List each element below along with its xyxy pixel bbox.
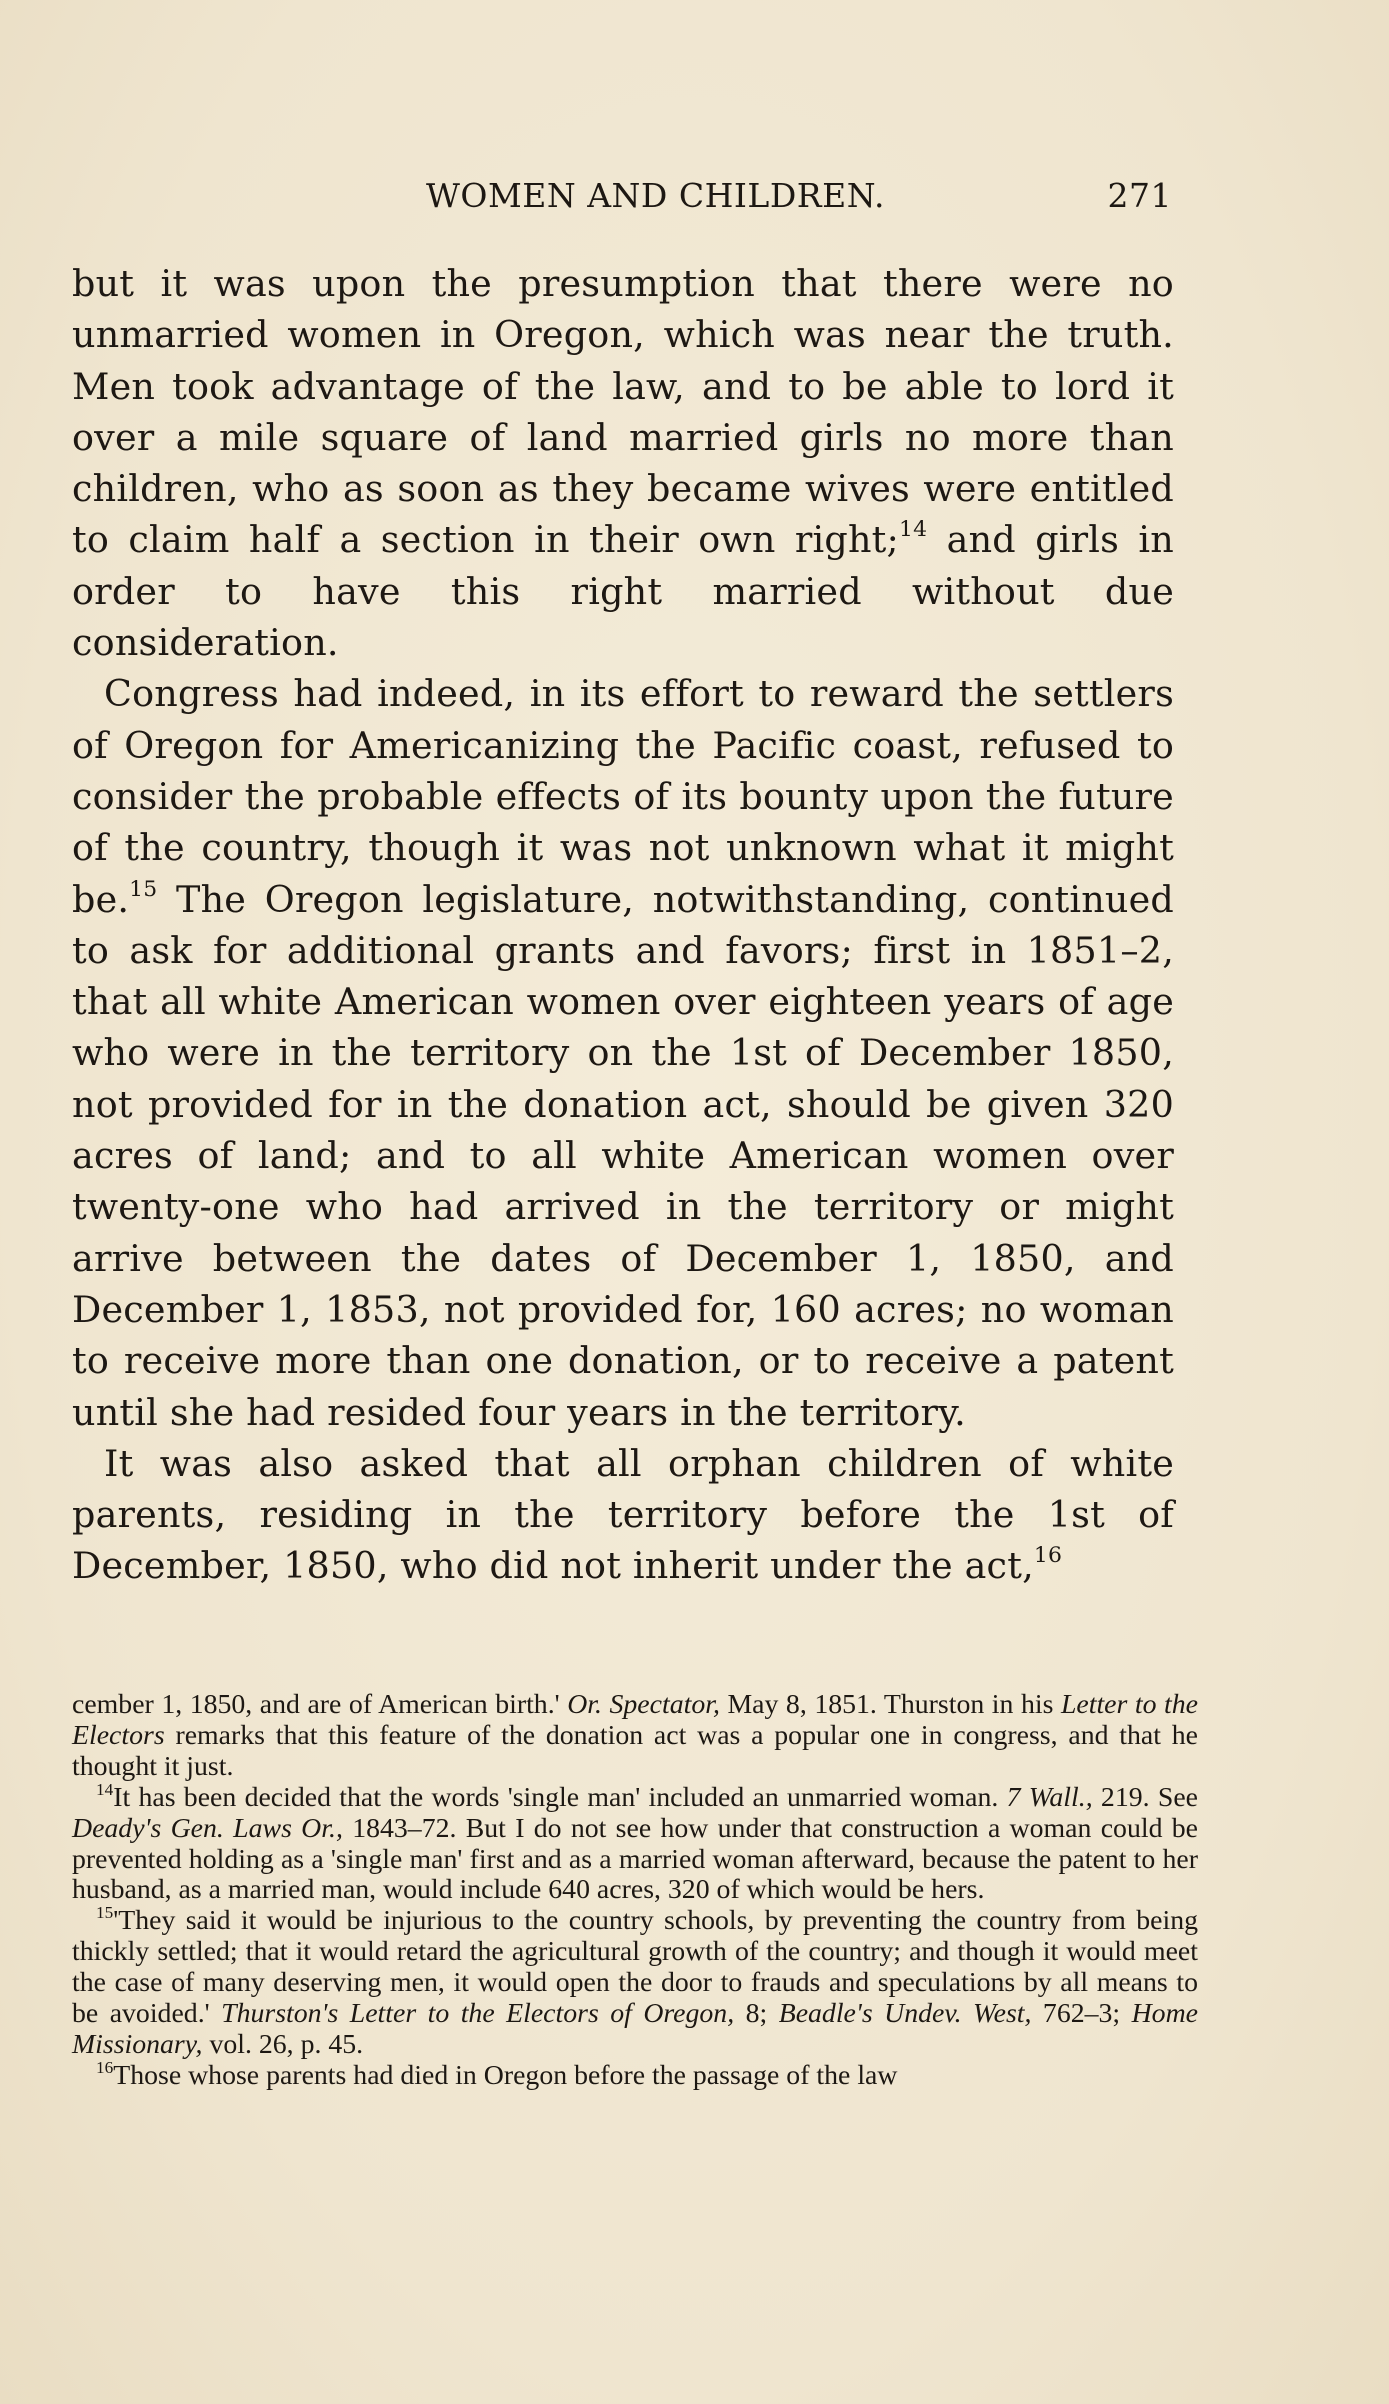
footnote-continued-text-a: cember 1, 1850, and are of American birth.' — [72, 1689, 568, 1720]
footnote-14-text-b: 219. See — [1092, 1781, 1198, 1813]
running-head — [72, 176, 1172, 226]
footnote-continued-text-b: May 8, 1851. Thurston in his — [719, 1689, 1061, 1720]
source-wallace: 7 Wall., — [1006, 1781, 1093, 1813]
paragraph-1-text-a: but it was upon the presumption that there were no unmarried women in Oregon, which was near the truth. Men took advantage of the law, and to be able to lord it over a mile square of land married girls no more than children, who as soon as they became wives were entitled to claim half a section in their own right; — [72, 262, 1174, 562]
source-thurston-letter: Thurston's Letter to the Electors of Oregon, — [221, 1998, 735, 2030]
paragraph-3-text-a: It was also asked that all orphan children of white parents, residing in the territory before the 1st of December, 1850, who did not inherit under the act, — [72, 1441, 1174, 1588]
footnote-ref-14: 14 — [899, 517, 928, 543]
footnote-15-text-c: 762–3; — [1031, 1998, 1132, 2030]
footnote-14-text-c: 1843–72. But I do not see how under that construction a woman could be prevented holding as a 'single man' first and as a married woman afterward, because the patent to her husband, as a married man, would include 640 acres, 320 of which would be hers. — [72, 1812, 1199, 1906]
footnote-14 — [72, 1779, 1199, 1907]
footnote-16-text: Those whose parents had died in Oregon before the passage of the law — [113, 2059, 898, 2091]
paragraph-2-text-b: The Oregon legislature, notwithstanding, continued to ask for additional grants and favors; first in 1851–2, that all white American women over eighteen years of age who were in the territory on the 1st of December 1850, not provided for in the donation act, should be given 320 acres of land; and to all white American women over twenty-one who had arrived in the territory or might arrive between the dates of December 1, 1850, and December 1, 1853, not provided for, 160 acres; no woman to receive more than one donation, or to receive a patent until she had resided four years in the territory. — [72, 877, 1174, 1434]
footnote-ref-16: 16 — [1033, 1543, 1063, 1569]
footnotes — [72, 1690, 1198, 2092]
source-deady-laws: Deady's Gen. Laws Or., — [72, 1812, 343, 1844]
footnote-15-text-a: 'They said it would be injurious to the country schools, by preventing the country from being thickly settled; that it would retard the agricultural growth of the country; and though it would meet the case of many deserving men, it would open the door to frauds and speculations by all means to be avoided.' — [72, 1905, 1198, 2030]
paragraph-2 — [72, 668, 1174, 1437]
source-home-missionary: Home Missionary, — [72, 1998, 1198, 2060]
footnote-16 — [72, 2057, 1198, 2092]
footnote-15-text-b: 8; — [734, 1998, 779, 2030]
footnote-ref-15: 15 — [129, 876, 158, 902]
footnote-15-text-d: vol. 26, p. 45. — [202, 2028, 364, 2060]
source-beadle: Beadle's Undev. West, — [778, 1998, 1032, 2030]
footnote-14-text-a: It has been decided that the words 'single man' included an unmarried woman. — [113, 1781, 1007, 1813]
running-title: WOMEN AND CHILDREN. — [426, 176, 885, 215]
paragraph-1 — [72, 258, 1174, 668]
source-letter-to-electors: Letter to the Electors — [72, 1689, 1198, 1751]
footnote-16-mark: 16 — [96, 2057, 114, 2077]
footnote-15-mark: 15 — [96, 1903, 114, 1923]
body-text — [72, 258, 1174, 1592]
paragraph-1-text-b: and girls in order to have this right married without due consideration. — [72, 518, 1174, 665]
paragraph-3 — [72, 1438, 1174, 1592]
footnote-continued-text-c: remarks that this feature of the donation act was a popular one in congress, and that he thought it just. — [72, 1719, 1198, 1782]
footnote-14-mark: 14 — [96, 1779, 114, 1799]
paragraph-2-text-a: Congress had indeed, in its effort to reward the settlers of Oregon for Americanizing the Pacific coast, refused to consider the probable effects of its bounty upon the future of the country, though it was not unknown what it might be. — [72, 672, 1174, 921]
footnote-continued — [72, 1690, 1198, 1783]
source-oregon-spectator: Or. Spectator, — [567, 1689, 720, 1720]
footnote-15 — [72, 1903, 1198, 2061]
page-number: 271 — [1107, 176, 1172, 215]
